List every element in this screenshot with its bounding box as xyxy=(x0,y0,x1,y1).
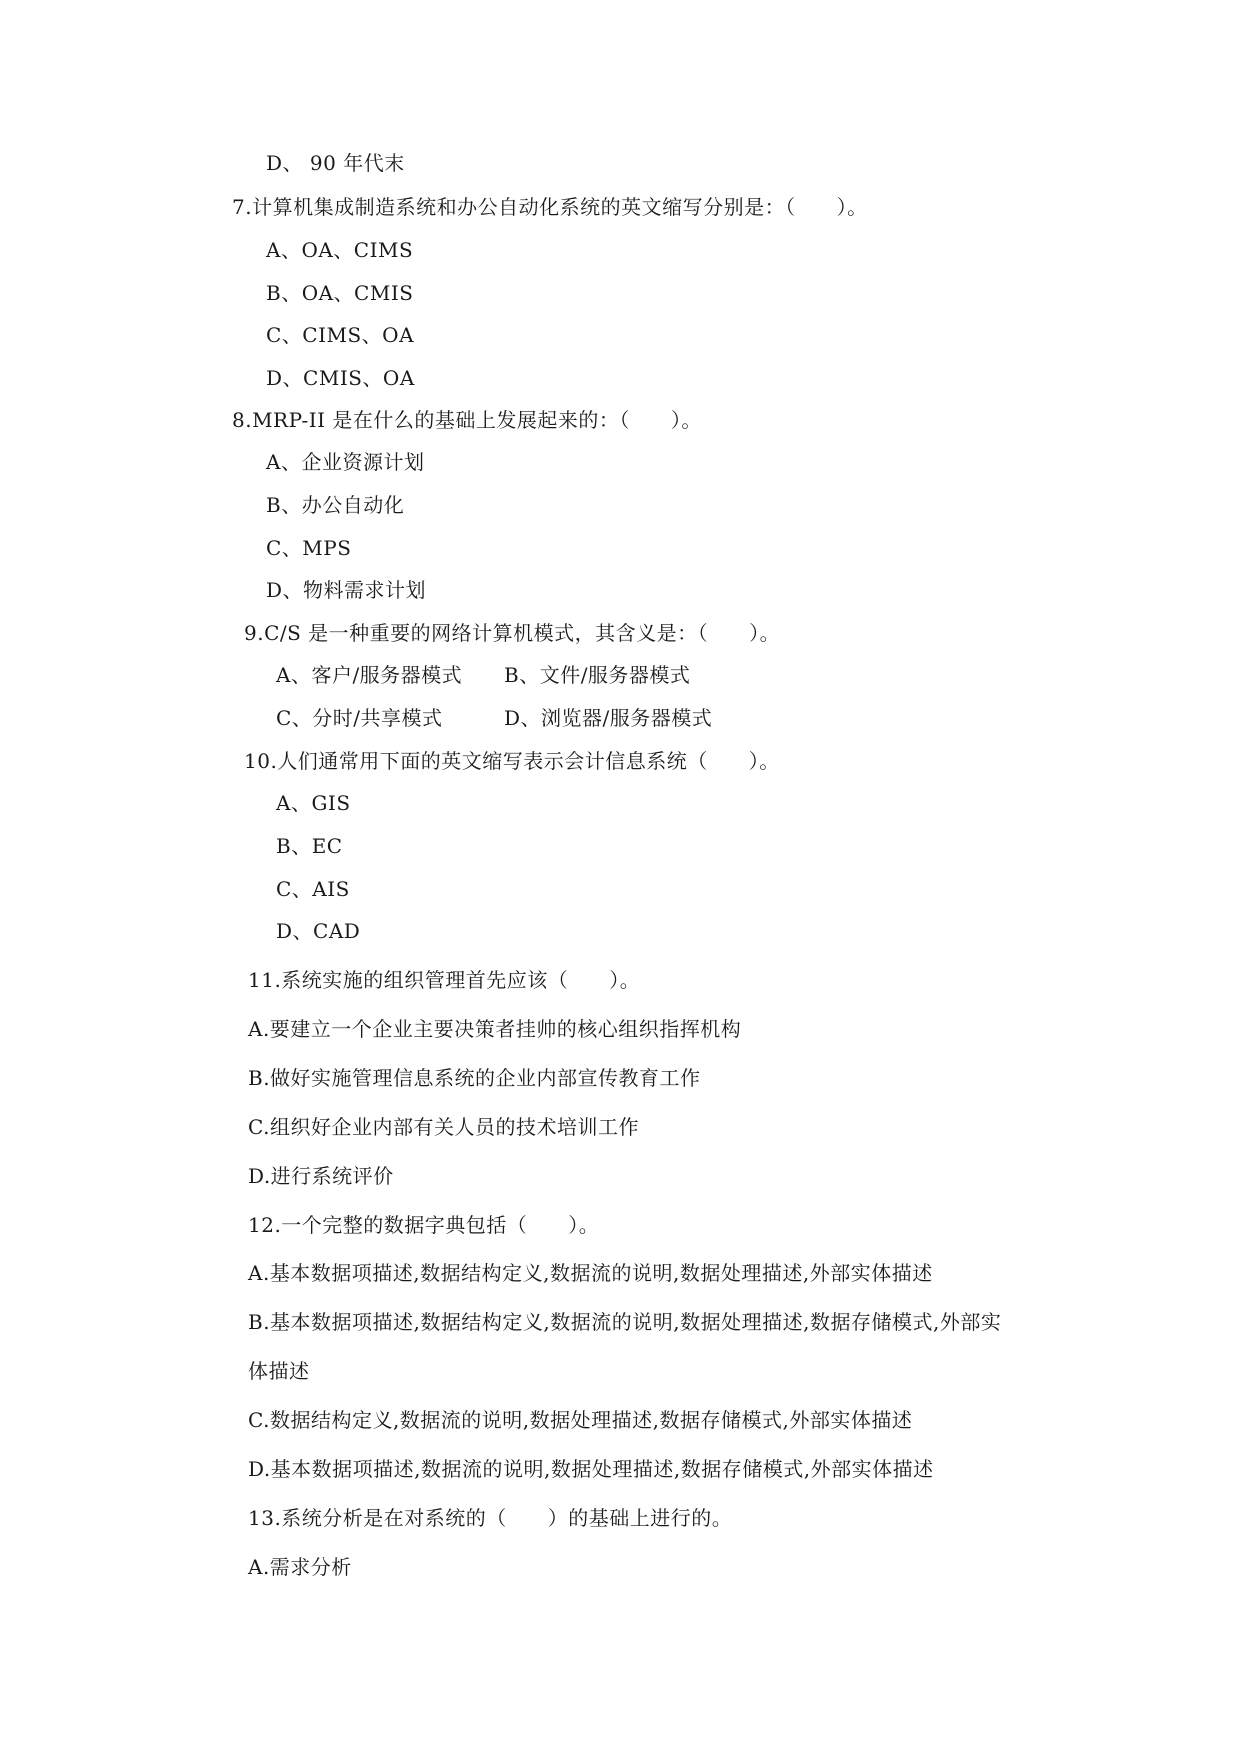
q8-option-a: A、企业资源计划 xyxy=(266,450,425,474)
q12-option-d: D.基本数据项描述,数据流的说明,数据处理描述,数据存储模式,外部实体描述 xyxy=(248,1457,934,1481)
q9-question: 9.C/S 是一种重要的网络计算机模式，其含义是：（ ）。 xyxy=(244,621,781,645)
q11-option-c: C.组织好企业内部有关人员的技术培训工作 xyxy=(248,1115,639,1139)
q9-option-d: D、浏览器/服务器模式 xyxy=(504,706,713,730)
q8-option-b: B、办公自动化 xyxy=(266,493,405,517)
q11-question: 11.系统实施的组织管理首先应该（ ）。 xyxy=(248,968,641,992)
q13-question: 13.系统分析是在对系统的（ ）的基础上进行的。 xyxy=(248,1506,733,1530)
q12-option-b-cont: 体描述 xyxy=(248,1359,310,1383)
q7-option-c: C、CIMS、OA xyxy=(266,323,415,347)
q11-option-a: A.要建立一个企业主要决策者挂帅的核心组织指挥机构 xyxy=(248,1017,742,1041)
q12-question: 12.一个完整的数据字典包括（ ）。 xyxy=(248,1213,600,1237)
q12-option-b: B.基本数据项描述,数据结构定义,数据流的说明,数据处理描述,数据存储模式,外部实 xyxy=(248,1310,1002,1334)
q10-option-c: C、AIS xyxy=(276,877,350,901)
q7-option-a: A、OA、CIMS xyxy=(266,238,414,262)
q7-option-b: B、OA、CMIS xyxy=(266,281,414,305)
q10-option-b: B、EC xyxy=(276,834,343,858)
q7-option-d: D、CMIS、OA xyxy=(266,366,415,390)
q12-option-c: C.数据结构定义,数据流的说明,数据处理描述,数据存储模式,外部实体描述 xyxy=(248,1408,913,1432)
q12-option-a: A.基本数据项描述,数据结构定义,数据流的说明,数据处理描述,外部实体描述 xyxy=(248,1261,933,1285)
q6-option-d: D、 90 年代末 xyxy=(266,151,405,175)
q8-option-d: D、物料需求计划 xyxy=(266,578,427,602)
q9-option-b: B、文件/服务器模式 xyxy=(504,663,691,687)
q10-option-d: D、CAD xyxy=(276,919,361,943)
q7-question: 7.计算机集成制造系统和办公自动化系统的英文缩写分别是：（ ）。 xyxy=(232,195,868,219)
q9-option-c: C、分时/共享模式 xyxy=(276,706,443,730)
q13-option-a: A.需求分析 xyxy=(248,1555,352,1579)
q9-option-a: A、客户/服务器模式 xyxy=(276,663,463,687)
q8-option-c: C、MPS xyxy=(266,536,352,560)
q11-option-b: B.做好实施管理信息系统的企业内部宣传教育工作 xyxy=(248,1066,701,1090)
q10-option-a: A、GIS xyxy=(276,791,351,815)
q10-question: 10.人们通常用下面的英文缩写表示会计信息系统（ ）。 xyxy=(244,749,780,773)
q11-option-d: D.进行系统评价 xyxy=(248,1164,394,1188)
q8-question: 8.MRP-II 是在什么的基础上发展起来的：（ ）。 xyxy=(232,408,702,432)
